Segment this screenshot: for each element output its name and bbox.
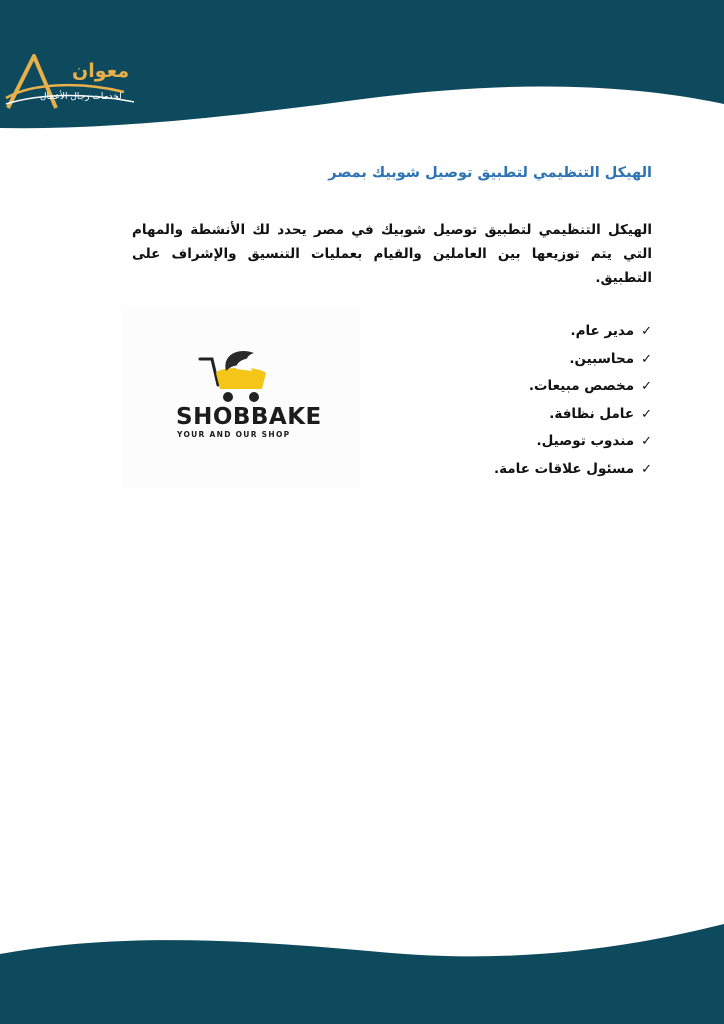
shopping-cart-icon [196,345,276,407]
check-icon: ✓ [641,379,652,394]
check-icon: ✓ [641,406,652,422]
check-icon: ✓ [641,461,652,477]
check-icon: ✓ [641,351,652,367]
role-label: مخصص مبيعات. [528,378,635,394]
intro-paragraph: الهيكل التنظيمي لتطبيق توصيل شوبيك في مصر يحدد لك الأنشطة والمهام التي يتم توزيعها بين العاملين والقيام بعمليات التنسيق والإشراف على التطبيق. [132,222,652,286]
roles-list [494,318,652,483]
footer-wave [0,910,724,1024]
list-item [494,318,652,346]
role-label: مندوب توصيل. [536,433,635,449]
check-icon: ✓ [641,324,652,339]
role-label: محاسبين. [569,350,635,367]
list-item [494,456,652,484]
brand-tagline: YOUR AND OUR SHOP [177,430,291,439]
list-item [494,373,652,401]
check-icon: ✓ [641,434,652,449]
role-label: مدير عام. [570,323,635,339]
page-title: الهيكل التنظيمي لتطبيق توصيل شوبيك بمصر [328,165,652,181]
role-label: مسئول علاقات عامة. [493,460,635,477]
list-item [494,401,652,429]
company-logo-tagline: لخدمات رجال الأعمال [40,92,122,102]
brand-name: SHOBBAKE [176,404,322,430]
list-item [494,346,652,374]
list-item [494,428,652,456]
role-label: عامل نظافة. [549,405,635,422]
company-logo-name: معوان [72,60,130,82]
